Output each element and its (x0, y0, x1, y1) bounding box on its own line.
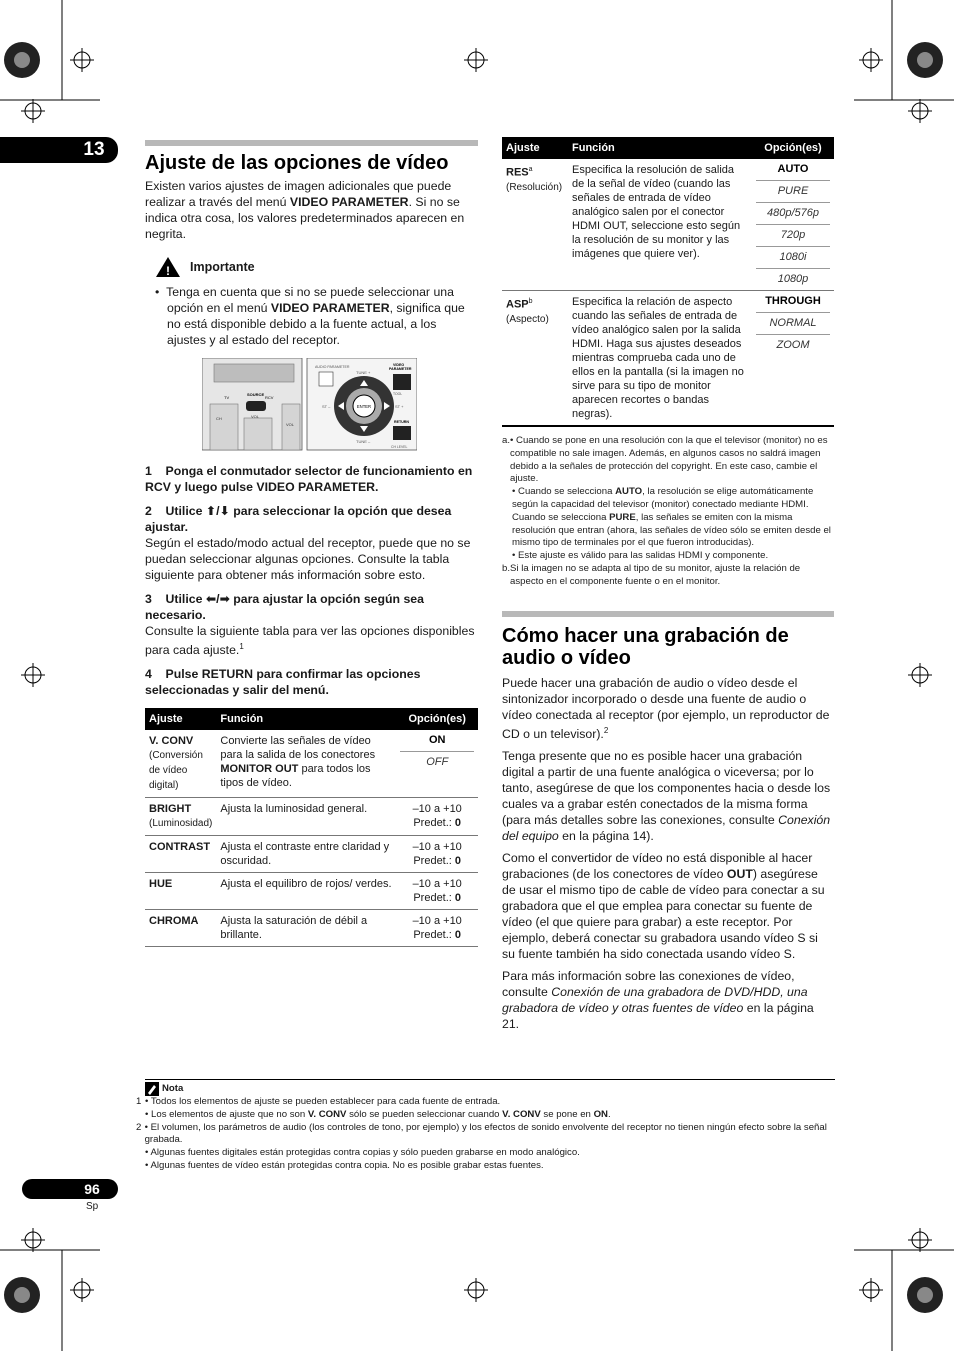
table-row: BRIGHT (Luminosidad) Ajusta la luminosidad general. –10 a +10 Predet.: 0 (145, 798, 478, 836)
step-3: 3 Utilice ⬅/➡ para ajustar la opción según sea necesario. (145, 592, 424, 622)
table-row: RES$^a$ (Resolución) Especifica la resolución de salida de la señal de vídeo (cuando las señales de entrada de vídeo analógico salen por el conector HDMI OUT, seleccione esto según la resolución de su monitor y las imágenes que quiere ver). AUTO PURE 480p/576p 720p 1080i 1080p (502, 159, 834, 291)
section-title: Ajuste de las opciones de vídeo (145, 152, 449, 174)
right-column (502, 137, 834, 1032)
remote-enter-label: ENTER (356, 404, 372, 409)
hdmi-options-table (502, 137, 834, 427)
importante-box (145, 256, 478, 278)
chapter-number: 13 (83, 139, 105, 160)
remote-tune-plus: TUNE + (356, 370, 371, 375)
language-code: Sp (86, 1201, 99, 1212)
remote-source-label: SOURCE (247, 392, 265, 397)
remote-st-minus: ST – (322, 404, 331, 409)
remote-video-param-label-b: PARAMETER (389, 367, 412, 371)
importante-label: Importante (190, 260, 255, 274)
page-number: 96 (84, 1181, 100, 1197)
remote-ch-level-label: CH LEVEL (391, 445, 408, 449)
section-title: Cómo hacer una grabación de audio o vídeo (502, 624, 789, 669)
step-2: 2 Utilice ⬆/⬇ para seleccionar la opción que desea ajustar. (145, 504, 452, 534)
remote-control-illustration (202, 358, 417, 453)
table-row: ASP$^b$ (Aspecto) Especifica la relación de aspecto cuando las señales de entrada de vídeo analógico salen por la salida HDMI. Haga sus ajustes deseados mientras comprueba cada uno de ellos en la pantalla (si la imagen no sirve para su tipo de monitor aparecen recortes o bandas negras). THROUGH NORMAL ZOOM (502, 291, 834, 427)
remote-return-label: RETURN (394, 420, 409, 424)
importante-text: • Tenga en cuenta que si no se puede seleccionar una opción en el menú VIDEO PARAMETER, significa que no está disponible debido a la fuente actual, a los ajustes y al estado del receptor. (155, 285, 465, 347)
section-rule (502, 611, 834, 617)
warning-icon (155, 256, 181, 278)
step-3-text: Consulte la siguiente tabla para ver las opciones disponibles para cada ajuste.$^1$ (145, 624, 475, 658)
table-footnotes: a. • Cuando se pone en una resolución con la que el televisor (monitor) no es compatible no sale imagen. Además, en algunos casos no saldrá imagen debido a la señales de protección del copyright. En este caso, cambie el ajuste. • Cuando se selecciona AUTO, la resolución se elige automáticamente según la capacidad del televisor (monitor) conectado mediante HDMI. Cuando se selecciona PURE, las señales se emiten con la misma resolución que entran (ahora, las señales de vídeo sólo se emiten desde el mismo tipo de terminales por el que fueron introducidas). • Este ajuste es válido para las salidas HDMI y componente. b. Si la imagen no se adapta al tipo de su monitor, ajuste la relación de aspecto en el componente fuente o en el monitor. (502, 435, 831, 587)
remote-tool-label: TOOL (393, 392, 403, 396)
recording-paragraph-4: Para más información sobre las conexiones de vídeo, consulte Conexión de una grabadora de DVD/HDD, una grabadora de vídeo y otras fuentes de vídeo en la página 21. (502, 968, 814, 1031)
page-number-tab (22, 1179, 118, 1199)
remote-audio-param-label: AUDIO PARAMETER (315, 365, 350, 369)
remote-ch-label: CH (216, 416, 222, 421)
table-row: V. CONV (Conversión de vídeo digital) Convierte las señales de vídeo para la salida de los conectores MONITOR OUT para todos los tipos de vídeo. ON OFF (145, 730, 478, 798)
nota-header (145, 1082, 835, 1096)
table-row: CONTRAST Ajusta el contraste entre claridad y oscuridad. –10 a +10 Predet.: 0 (145, 836, 478, 873)
table-row: HUE Ajusta el equilibro de rojos/ verdes. –10 a +10 Predet.: 0 (145, 873, 478, 910)
remote-tv-label: TV (224, 395, 230, 400)
step-2-text: Según el estado/modo actual del receptor, puede que no se puedan seleccionar algunas opciones. Consulte la tabla siguiente para obtener más información sobre esto. (145, 536, 471, 582)
table-header: Ajuste Función Opción(es) (145, 708, 478, 730)
table-header: Ajuste Función Opción(es) (502, 137, 834, 159)
step-4: 4 Pulse RETURN para confirmar las opciones seleccionadas y salir del menú. (145, 667, 421, 698)
remote-video-param-label-a: VIDEO (393, 363, 405, 367)
remote-vol-label: VOL (251, 414, 260, 419)
remote-tune-minus: TUNE – (356, 439, 371, 444)
intro-paragraph: Existen varios ajustes de imagen adicionales que puede realizar a través del menú VIDEO PARAMETER. Si no se indica otra cosa, los valores predeterminados aparecen en negrita. (145, 179, 465, 241)
svg-text:!: ! (166, 264, 170, 278)
pencil-note-icon (145, 1082, 159, 1096)
remote-st-plus: ST + (395, 404, 404, 409)
chapter-tab (0, 137, 118, 163)
recording-paragraph-1: Puede hacer una grabación de audio o vídeo desde el sintonizador incorporado o desde una fuente de audio o vídeo conectada al receptor (por ejemplo, un reproductor de CD o un televisor).$^2$ (502, 675, 830, 741)
section-rule (145, 140, 478, 146)
table-row: CHROMA Ajusta la saturación de débil a brillante. –10 a +10 Predet.: 0 (145, 910, 478, 947)
left-column (145, 140, 478, 947)
remote-rcv-label: RCV (265, 395, 274, 400)
step-1: 1 Ponga el conmutador selector de funcionamiento en RCV y luego pulse VIDEO PARAMETER. (145, 464, 473, 494)
video-options-table (145, 708, 478, 947)
nota-section: Nota 1 • Todos los elementos de ajuste se pueden establecer para cada fuente de entrada. • Los elementos de ajuste que no son V. CONV sólo se pueden seleccionar cuando V. CONV se pone en ON. 2 • El volumen, los parámetros de audio (los controles de tono, por ejemplo) y los efectos de sonido envolvente del receptor no tienen ningún efecto sobre la señal grabada. • Algunas fuentes digitales están protegidas contra copias y sólo pueden grabarse en modo analógico. • Algunas fuentes de vídeo están protegidas contra copia. No es posible grabar estas fuentes. (145, 1079, 835, 1173)
nota-label: Nota (162, 1082, 184, 1094)
recording-paragraph-2: Tenga presente que no es posible hacer una grabación digital a partir de una fuente analógica o viceversa; por lo tanto, asegúrese de que los componentes hacia o desde los cuales va a grabar estén conectados de la misma forma (para más detalles sobre las conexiones, consulte Conexión del equipo en la página 14). (502, 748, 831, 843)
recording-paragraph-3: Como el convertidor de vídeo no está disponible al hacer grabaciones (de los conectores de vídeo OUT) asegúrese de usar el mismo tipo de cable de vídeo para conectar a su grabadora que el que emplea para conectar su fuente de vídeo (el que quiere para grabar) a este receptor. Por ejemplo, deberá conectar su grabadora usando vídeo S si su fuente también ha sido conectada usando vídeo S. (502, 850, 825, 961)
remote-vol-label-2: VOL (286, 422, 295, 427)
